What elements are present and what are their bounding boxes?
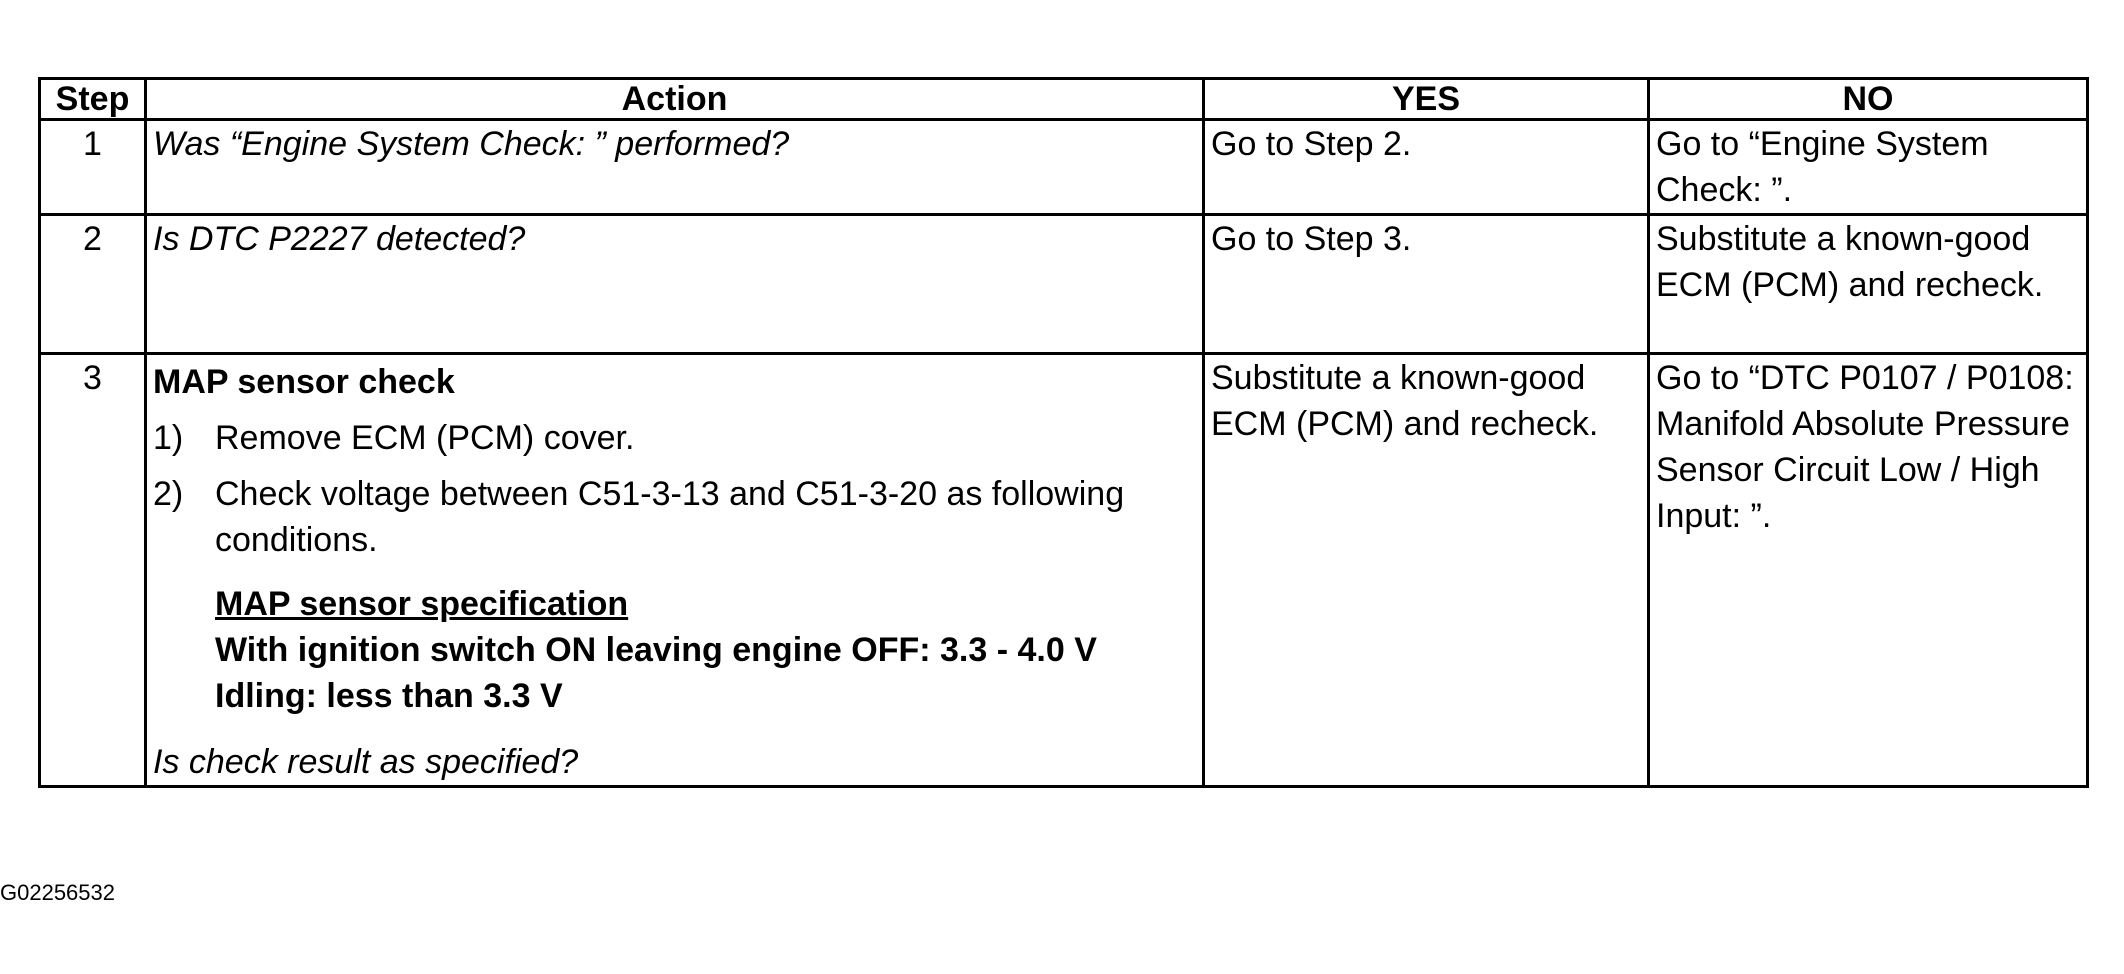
- diagnostic-table: [38, 77, 2089, 788]
- substep-list: [153, 415, 1196, 563]
- table-row: [40, 120, 2088, 215]
- yes-cell: Go to Step 3.: [1204, 215, 1649, 354]
- action-cell: [146, 120, 1204, 215]
- no-cell: Go to “DTC P0107 / P0108: Manifold Absolute Pressure Sensor Circuit Low / High Input: ”.: [1649, 354, 2088, 787]
- list-item: [153, 415, 1196, 461]
- header-no: NO: [1649, 79, 2088, 120]
- header-yes: YES: [1204, 79, 1649, 120]
- table-row: [40, 215, 2088, 354]
- yes-cell: Substitute a known-good ECM (PCM) and recheck.: [1204, 354, 1649, 787]
- table-header-row: [40, 79, 2088, 120]
- spec-title: MAP sensor specification: [215, 585, 629, 623]
- step-number: 2: [40, 215, 146, 354]
- list-item: [153, 471, 1196, 563]
- step-number: 1: [40, 120, 146, 215]
- substep-number: 1): [153, 419, 184, 457]
- header-action: Action: [146, 79, 1204, 120]
- header-step: Step: [40, 79, 146, 120]
- substep-number: 2): [153, 475, 184, 513]
- yes-cell: Go to Step 2.: [1204, 120, 1649, 215]
- action-question: Was “Engine System Check: ” performed?: [153, 125, 790, 163]
- action-cell: [146, 215, 1204, 354]
- step-number: 3: [40, 354, 146, 787]
- action-question: Is DTC P2227 detected?: [153, 220, 526, 258]
- no-cell: Substitute a known-good ECM (PCM) and recheck.: [1649, 215, 2088, 354]
- action-cell: [146, 354, 1204, 787]
- spec-line: With ignition switch ON leaving engine OFF: 3.3 - 4.0 V: [215, 631, 1097, 669]
- action-question: Is check result as specified?: [153, 743, 579, 781]
- spec-line: Idling: less than 3.3 V: [215, 677, 563, 715]
- table-row: [40, 354, 2088, 787]
- substep-text: Remove ECM (PCM) cover.: [215, 419, 635, 457]
- action-title: MAP sensor check: [153, 363, 455, 401]
- substep-text: Check voltage between C51-3-13 and C51-3-20 as following conditions.: [215, 475, 1125, 559]
- spec-block: [153, 581, 1196, 719]
- figure-id: G02256532: [0, 880, 115, 905]
- no-cell: Go to “Engine System Check: ”.: [1649, 120, 2088, 215]
